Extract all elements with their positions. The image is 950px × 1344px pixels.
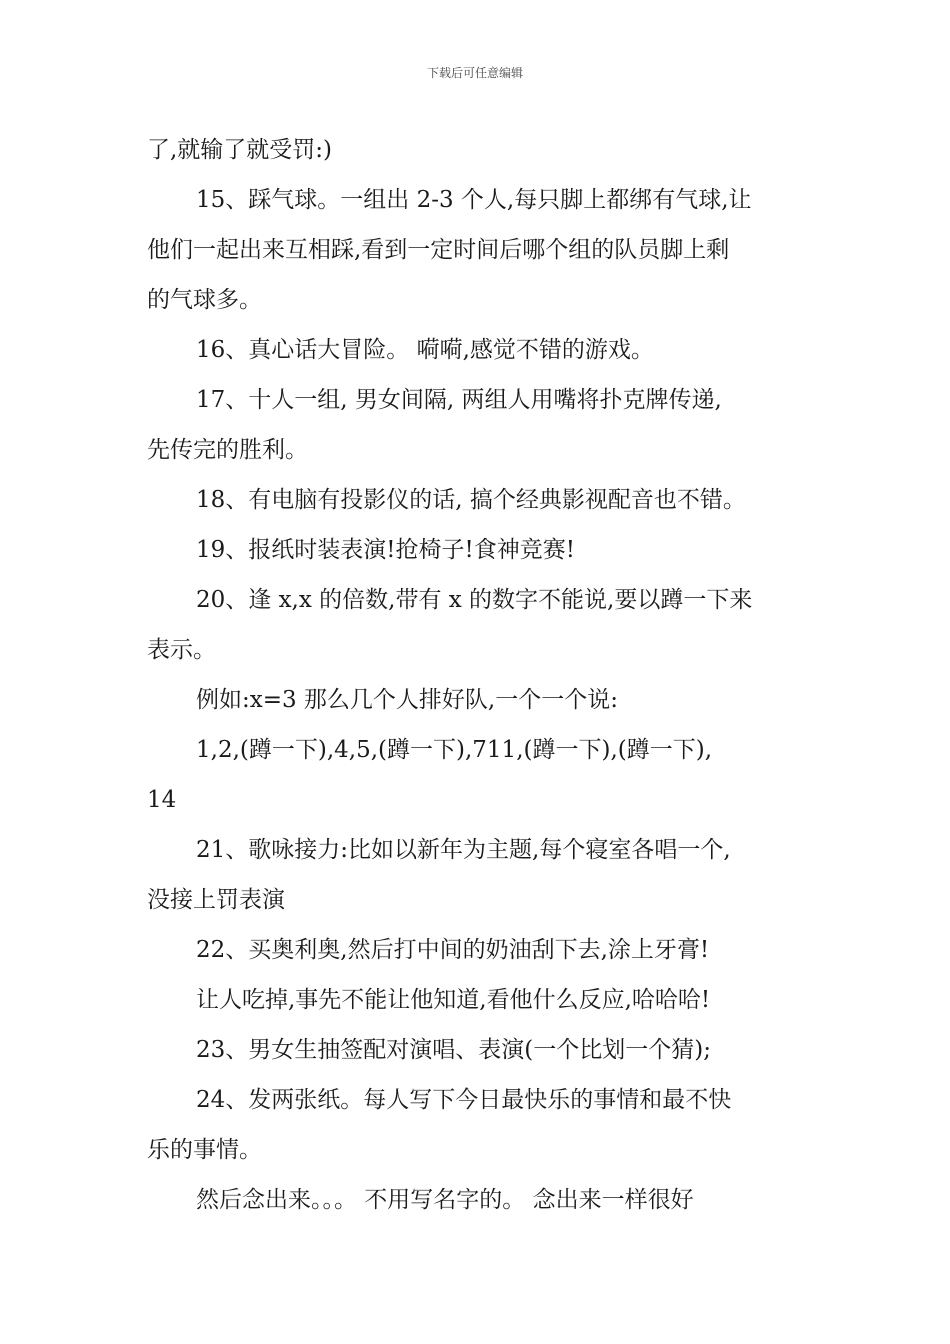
text-line: 19、报纸时装表演!抢椅子!食神竞赛!: [196, 537, 575, 563]
text-line: 乐的事情。: [147, 1137, 262, 1163]
text-line: 例如:x=3 那么几个人排好队,一个一个说:: [196, 687, 618, 713]
text-line: 16、真心话大冒险。 嗬嗬,感觉不错的游戏。: [196, 337, 654, 363]
text-line: 21、歌咏接力:比如以新年为主题,每个寝室各唱一个,: [196, 837, 731, 863]
text-line: 22、买奥利奥,然后打中间的奶油刮下去,涂上牙膏!: [196, 937, 710, 963]
text-line: 他们一起出来互相踩,看到一定时间后哪个组的队员脚上剩: [147, 237, 730, 263]
text-line: 没接上罚表演: [147, 887, 285, 913]
text-line: 让人吃掉,事先不能让他知道,看他什么反应,哈哈哈!: [196, 987, 711, 1013]
text-line: 1,2,(蹲一下),4,5,(蹲一下),711,(蹲一下),(蹲一下),: [196, 737, 713, 763]
text-line: 先传完的胜利。: [147, 437, 308, 463]
text-line: 23、男女生抽签配对演唱、表演(一个比划一个猜);: [196, 1037, 711, 1063]
text-line: 14: [147, 787, 177, 813]
text-line: 24、发两张纸。每人写下今日最快乐的事情和最不快: [196, 1087, 732, 1113]
text-line: 了,就输了就受罚:): [147, 137, 333, 163]
text-line: 20、逢 x,x 的倍数,带有 x 的数字不能说,要以蹲一下来: [196, 587, 753, 613]
text-line: 然后念出来。。。 不用写名字的。 念出来一样很好: [196, 1187, 694, 1213]
text-line: 18、有电脑有投影仪的话, 搞个经典影视配音也不错。: [196, 487, 746, 513]
text-line: 表示。: [147, 637, 216, 663]
text-line: 15、踩气球。一组出 2-3 个人,每只脚上都绑有气球,让: [196, 187, 752, 213]
document-body: [147, 125, 817, 1225]
text-line: 17、十人一组, 男女间隔, 两组人用嘴将扑克牌传递,: [196, 387, 722, 413]
text-line: 的气球多。: [147, 287, 262, 313]
page-header: 下载后可任意编辑: [426, 66, 523, 80]
